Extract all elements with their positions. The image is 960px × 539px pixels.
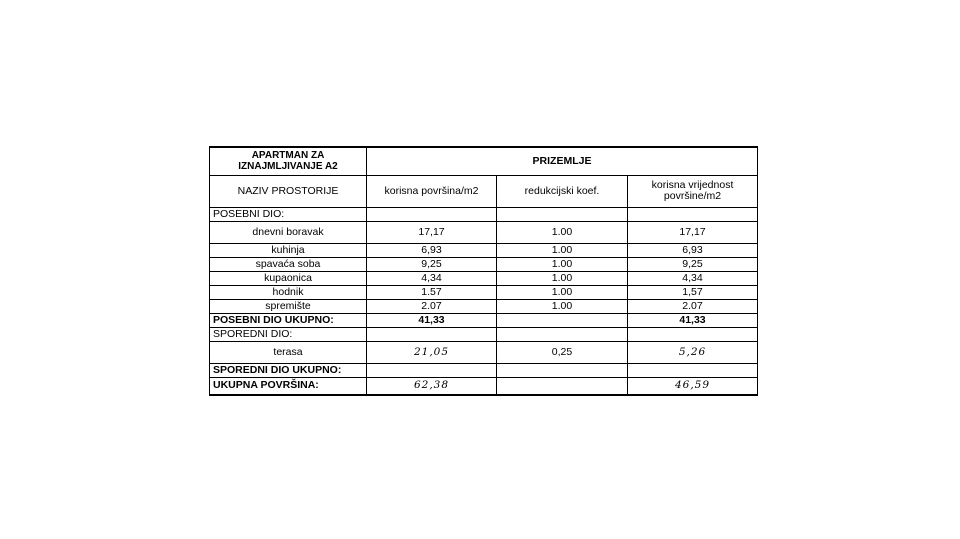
grand-total-value-handwritten: 46,59 [628,377,758,395]
title-row [210,147,758,175]
section-label: SPOREDNI DIO: [210,327,367,341]
special-total-area: 41,33 [367,313,497,327]
room-value: 6,93 [628,243,758,257]
room-value: 4,34 [628,271,758,285]
room-area: 6,93 [367,243,497,257]
room-coef: 1.00 [497,285,628,299]
secondary-total-label: SPOREDNI DIO UKUPNO: [210,363,367,377]
floor-title: PRIZEMLJE [367,147,758,175]
section-label: POSEBNI DIO: [210,207,367,221]
table-row [210,243,758,257]
section-secondary-row [210,327,758,341]
special-total-label: POSEBNI DIO UKUPNO: [210,313,367,327]
terrace-coef: 0,25 [497,341,628,363]
room-coef: 1.00 [497,243,628,257]
col-usable-value: korisna vrijednost površine/m2 [628,175,758,207]
terrace-row [210,341,758,363]
area-table-sheet [209,146,757,398]
room-name: kuhinja [210,243,367,257]
room-name: kupaonica [210,271,367,285]
grand-total-label: UKUPNA POVRŠINA: [210,377,367,395]
room-value: 2.07 [628,299,758,313]
room-coef: 1.00 [497,257,628,271]
room-area: 1.57 [367,285,497,299]
room-value: 9,25 [628,257,758,271]
terrace-area-handwritten: 21,05 [367,341,497,363]
col-reduction-coef: redukcijski koef. [497,175,628,207]
room-area: 9,25 [367,257,497,271]
terrace-value-handwritten: 5,26 [628,341,758,363]
table-row [210,285,758,299]
col-usable-area: korisna površina/m2 [367,175,497,207]
room-value: 17,17 [628,221,758,243]
room-area: 4,34 [367,271,497,285]
room-area: 17,17 [367,221,497,243]
area-table [209,146,758,396]
room-coef: 1.00 [497,299,628,313]
terrace-name: terasa [210,341,367,363]
room-name: spremište [210,299,367,313]
secondary-total-row [210,363,758,377]
room-coef: 1.00 [497,271,628,285]
col-room-name: NAZIV PROSTORIJE [210,175,367,207]
room-area: 2.07 [367,299,497,313]
table-row [210,271,758,285]
room-name: spavaća soba [210,257,367,271]
grand-total-area-handwritten: 62,38 [367,377,497,395]
room-name: dnevni boravak [210,221,367,243]
column-header-row [210,175,758,207]
apartment-title: APARTMAN ZA IZNAJMLJIVANJE A2 [210,147,367,175]
special-total-value: 41,33 [628,313,758,327]
room-value: 1,57 [628,285,758,299]
table-row [210,221,758,243]
room-name: hodnik [210,285,367,299]
section-special-row [210,207,758,221]
special-total-row [210,313,758,327]
table-row [210,257,758,271]
grand-total-row [210,377,758,395]
room-coef: 1.00 [497,221,628,243]
table-row [210,299,758,313]
